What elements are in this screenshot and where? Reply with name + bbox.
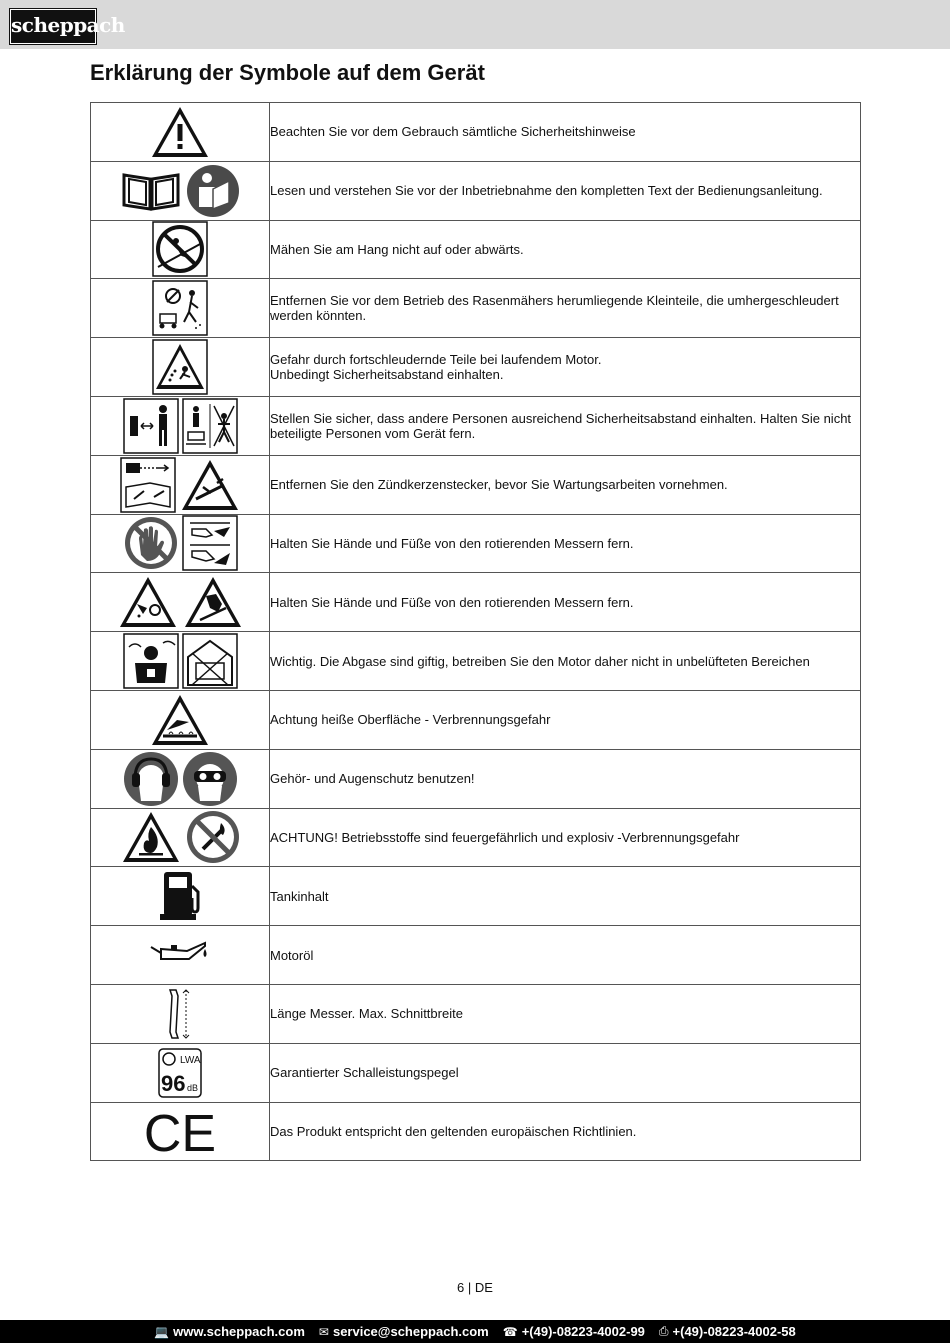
symbol-description: Achtung heiße Oberfläche - Verbrennungsgefahr <box>270 690 861 749</box>
open-book-icon <box>120 169 182 213</box>
symbol-description: Stellen Sie sicher, dass andere Personen ausreichend Sicherheitsabstand einhalten. Halten Sie nicht beteiligte Personen vom Gerät fern. <box>270 396 861 455</box>
symbol-description: Tankinhalt <box>270 867 861 926</box>
table-row <box>91 867 861 926</box>
table-row <box>91 749 861 808</box>
symbol-description: Entfernen Sie den Zündkerzenstecker, bevor Sie Wartungsarbeiten vornehmen. <box>270 455 861 514</box>
no-slope-mowing-icon <box>152 221 208 277</box>
footer-bar <box>0 1320 950 1343</box>
symbol-description: Das Produkt entspricht den geltenden europäischen Richtlinien. <box>270 1102 861 1161</box>
symbol-description: Mähen Sie am Hang nicht auf oder abwärts. <box>270 220 861 279</box>
no-enclosed-space-icon <box>182 633 238 689</box>
table-row <box>91 279 861 338</box>
table-row <box>91 396 861 455</box>
symbol-description: Garantierter Schalleistungspegel <box>270 1043 861 1102</box>
scheppach-logo: scheppach <box>10 9 96 44</box>
symbol-description: ACHTUNG! Betriebsstoffe sind feuergefährlich und explosiv -Verbrennungsgefahr <box>270 808 861 867</box>
sound-power-label-icon <box>158 1048 202 1098</box>
spark-plug-manual-icon <box>120 457 176 513</box>
table-row <box>91 103 861 162</box>
symbol-description: Halten Sie Hände und Füße von den rotierenden Messern fern. <box>270 514 861 573</box>
no-hands-icon <box>123 515 179 571</box>
table-row <box>91 338 861 397</box>
maintenance-warning-icon <box>179 457 241 513</box>
table-row <box>91 808 861 867</box>
read-manual-icon <box>185 163 241 219</box>
table-row <box>91 1102 861 1161</box>
rotating-blade-warning-icon <box>117 574 179 630</box>
sound-value: 96 <box>161 1070 186 1096</box>
table-row <box>91 220 861 279</box>
page-title: Erklärung der Symbole auf dem Gerät <box>90 60 485 85</box>
flammable-warning-icon <box>120 809 182 865</box>
oil-can-icon <box>147 927 213 983</box>
symbol-description: Gehör- und Augenschutz benutzen! <box>270 749 861 808</box>
symbol-description: Halten Sie Hände und Füße von den rotierenden Messern fern. <box>270 573 861 632</box>
table-row <box>91 926 861 985</box>
table-row <box>91 514 861 573</box>
page-number: 6 | DE <box>457 1280 493 1295</box>
symbol-description: Lesen und verstehen Sie vor der Inbetriebnahme den kompletten Text der Bedienungsanleitung. <box>270 161 861 220</box>
ear-protection-icon <box>123 751 179 807</box>
fuel-pump-icon <box>152 868 208 924</box>
table-row <box>91 161 861 220</box>
table-row <box>91 632 861 691</box>
sound-unit: dB <box>187 1082 199 1093</box>
ce-mark-text: CE <box>143 1105 217 1160</box>
table-row <box>91 1043 861 1102</box>
hand-cut-icon <box>182 515 238 571</box>
hand-blade-warning-icon <box>182 574 244 630</box>
keep-bystanders-away-icon <box>182 398 238 454</box>
symbol-description: Wichtig. Die Abgase sind giftig, betreiben Sie den Motor daher nicht in unbelüfteten Bereichen <box>270 632 861 691</box>
table-row <box>91 690 861 749</box>
footer-email[interactable]: ✉ service@scheppach.com <box>318 1324 489 1339</box>
footer-website[interactable]: 💻 www.scheppach.com <box>154 1324 305 1339</box>
symbol-description: Beachten Sie vor dem Gebrauch sämtliche Sicherheitshinweise <box>270 103 861 162</box>
symbols-table <box>90 102 861 1161</box>
blade-length-icon <box>160 986 200 1042</box>
symbol-description: Entfernen Sie vor dem Betrieb des Rasenmähers herumliegende Kleinteile, die umhergeschleudert werden könnten. <box>270 279 861 338</box>
table-row <box>91 573 861 632</box>
toxic-fumes-icon <box>123 633 179 689</box>
safety-distance-icon <box>123 398 179 454</box>
symbol-description: Motoröl <box>270 926 861 985</box>
ce-mark-icon <box>140 1103 220 1159</box>
eye-protection-icon <box>182 751 238 807</box>
warning-triangle-icon <box>149 104 211 160</box>
no-open-flame-icon <box>185 809 241 865</box>
symbol-description: Gefahr durch fortschleudernde Teile bei laufendem Motor. Unbedingt Sicherheitsabstand einhalten. <box>270 338 861 397</box>
table-row <box>91 455 861 514</box>
flying-objects-warning-icon <box>152 339 208 395</box>
remove-debris-icon <box>152 280 208 336</box>
computer-icon: 💻 <box>154 1324 170 1339</box>
hot-surface-warning-icon <box>149 692 211 748</box>
fax-icon: ⎙ <box>658 1324 669 1338</box>
footer-phone: ☎ +(49)-08223-4002-99 <box>502 1324 645 1339</box>
table-row <box>91 984 861 1043</box>
phone-icon: ☎ <box>502 1324 518 1339</box>
sound-symbol: LWA <box>180 1054 201 1066</box>
mail-icon: ✉ <box>318 1324 329 1339</box>
header-bar <box>0 0 950 49</box>
footer-fax: ⎙ +(49)-08223-4002-58 <box>658 1324 796 1339</box>
symbol-description: Länge Messer. Max. Schnittbreite <box>270 984 861 1043</box>
